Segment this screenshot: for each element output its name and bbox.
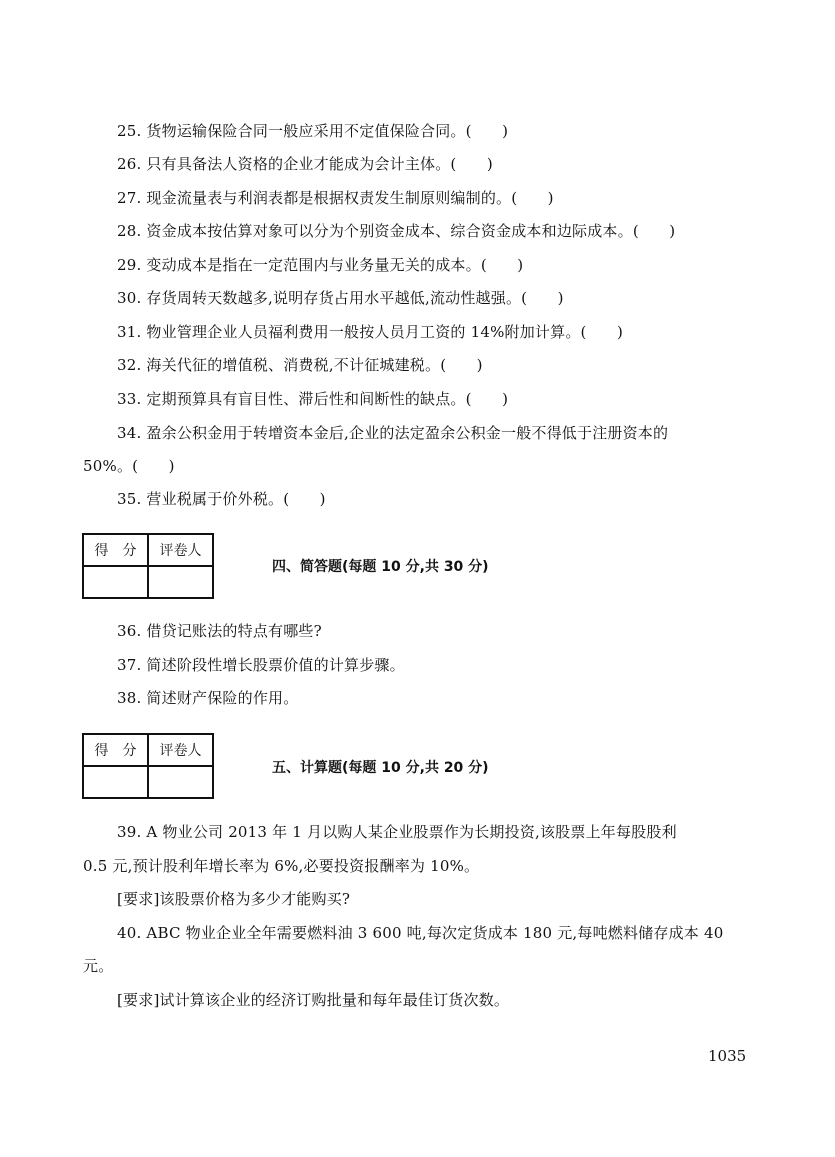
question-39-line2: 0.5 元,预计股利年增长率为 6%,必要投资报酬率为 10%。 — [83, 857, 480, 875]
question-37: 37. 简述阶段性增长股票价值的计算步骤。 — [117, 656, 405, 674]
question-27: 27. 现金流量表与利润表都是根据权责发生制原则编制的。( ) — [117, 189, 554, 207]
grader-cell — [148, 566, 213, 598]
score-cell — [83, 566, 148, 598]
question-28: 28. 资金成本按估算对象可以分为个别资金成本、综合资金成本和边际成本。( ) — [117, 222, 676, 240]
section4-heading: 四、简答题(每题 10 分,共 30 分) — [272, 559, 489, 575]
question-34-line2: 50%。( ) — [83, 457, 175, 475]
question-40-line2: 元。 — [83, 957, 114, 975]
grader-label: 评卷人 — [148, 734, 213, 766]
question-34-line1: 34. 盈余公积金用于转增资本金后,企业的法定盈余公积金一般不得低于注册资本的 — [117, 424, 669, 442]
page-number: 1035 — [708, 1047, 747, 1065]
question-40-line1: 40. ABC 物业企业全年需要燃料油 3 600 吨,每次定货成本 180 元,每吨燃料储存成本 40 — [117, 924, 724, 942]
question-38: 38. 简述财产保险的作用。 — [117, 689, 299, 707]
question-39-requirement: [要求]该股票价格为多少才能购买? — [117, 890, 351, 908]
grader-cell — [148, 766, 213, 798]
score-label: 得 分 — [83, 734, 148, 766]
score-box-section4 — [82, 533, 214, 599]
question-26: 26. 只有具备法人资格的企业才能成为会计主体。( ) — [117, 155, 493, 173]
question-33: 33. 定期预算具有盲目性、滞后性和间断性的缺点。( ) — [117, 390, 509, 408]
section5-heading: 五、计算题(每题 10 分,共 20 分) — [272, 760, 489, 776]
question-30: 30. 存货周转天数越多,说明存货占用水平越低,流动性越强。( ) — [117, 289, 564, 307]
question-36: 36. 借贷记账法的特点有哪些? — [117, 622, 322, 640]
question-31: 31. 物业管理企业人员福利费用一般按人员月工资的 14%附加计算。( ) — [117, 323, 624, 341]
question-35: 35. 营业税属于价外税。( ) — [117, 490, 326, 508]
grader-label: 评卷人 — [148, 534, 213, 566]
question-40-requirement: [要求]试计算该企业的经济订购批量和每年最佳订货次数。 — [117, 991, 510, 1009]
score-cell — [83, 766, 148, 798]
question-39-line1: 39. A 物业公司 2013 年 1 月以购人某企业股票作为长期投资,该股票上年每股股利 — [117, 823, 677, 841]
question-25: 25. 货物运输保险合同一般应采用不定值保险合同。( ) — [117, 122, 509, 140]
score-box-section5 — [82, 733, 214, 799]
question-29: 29. 变动成本是指在一定范围内与业务量无关的成本。( ) — [117, 256, 524, 274]
question-32: 32. 海关代征的增值税、消费税,不计征城建税。( ) — [117, 356, 483, 374]
score-label: 得 分 — [83, 534, 148, 566]
